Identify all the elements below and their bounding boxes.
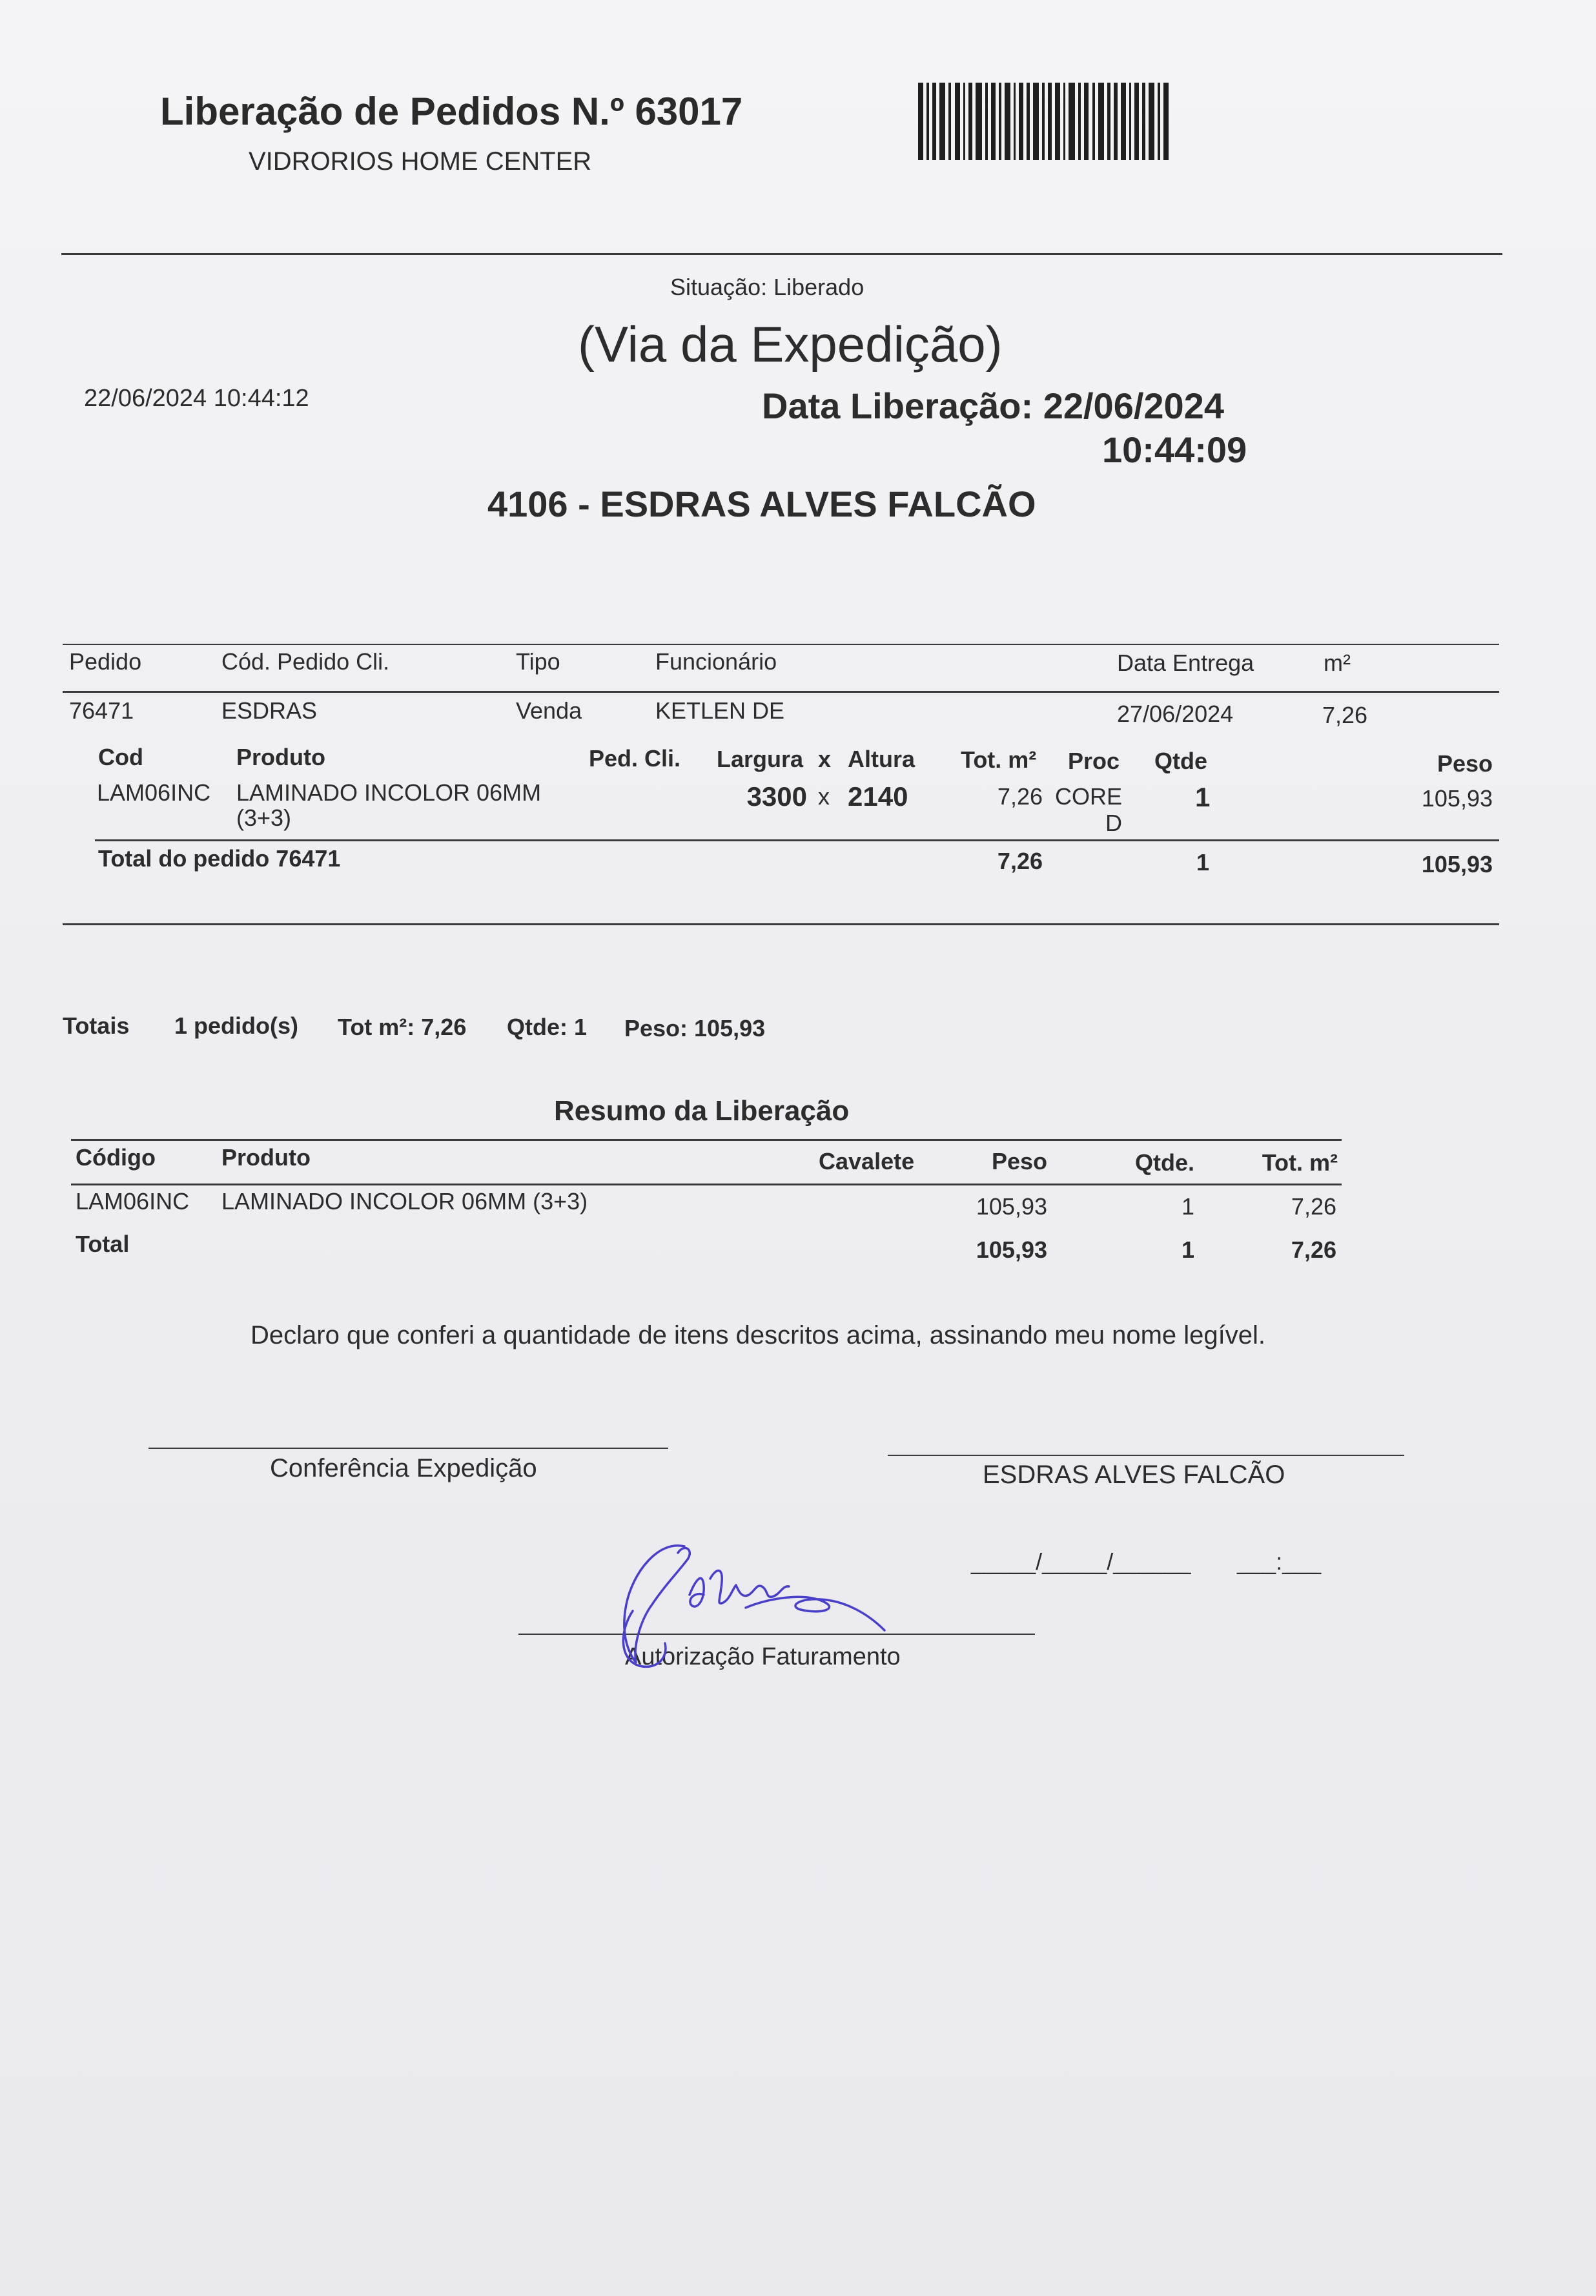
- via-label: (Via da Expedição): [578, 316, 1003, 373]
- barcode: [918, 83, 1170, 160]
- item-tot-m2: 7,26: [997, 783, 1043, 810]
- conferencia-signature-line: [148, 1448, 668, 1449]
- cliente-name: 4106 - ESDRAS ALVES FALCÃO: [487, 484, 1036, 524]
- col-header-funcionario: Funcionário: [655, 648, 777, 675]
- time-blank: ___:___: [1237, 1548, 1322, 1575]
- item-header-proc: Proc: [1068, 748, 1120, 774]
- resumo-total-label: Total: [76, 1231, 130, 1257]
- header-divider: [61, 253, 1502, 255]
- cod-pedido-cli: ESDRAS: [221, 697, 318, 724]
- col-header-data-entrega: Data Entrega: [1117, 650, 1254, 676]
- resumo-codigo: LAM06INC: [76, 1188, 190, 1215]
- resumo-header-tot-m2: Tot. m²: [1262, 1149, 1338, 1176]
- situacao-status: Situação: Liberado: [670, 274, 865, 300]
- totais-peso: Peso: 105,93: [624, 1015, 766, 1041]
- resumo-header-rule: [71, 1184, 1342, 1185]
- declaracao-text: Declaro que conferi a quantidade de itens descritos acima, assinando meu nome legível.: [251, 1321, 1266, 1349]
- item-header-cod: Cod: [98, 744, 143, 770]
- resumo-header-produto: Produto: [221, 1144, 311, 1171]
- resumo-top-rule: [71, 1139, 1342, 1141]
- date-blank: _____/_____/______: [971, 1548, 1191, 1575]
- item-proc-line2: D: [1105, 810, 1122, 836]
- conferencia-label: Conferência Expedição: [270, 1454, 537, 1482]
- totais-pedidos: 1 pedido(s): [174, 1012, 299, 1039]
- item-header-altura: Altura: [848, 746, 916, 772]
- resumo-title: Resumo da Liberação: [554, 1095, 850, 1127]
- item-header-x: x: [818, 746, 832, 772]
- resumo-tot-m2: 7,26: [1291, 1193, 1336, 1220]
- item-produto: LAMINADO INCOLOR 06MM: [236, 779, 542, 806]
- item-cod: LAM06INC: [97, 779, 211, 806]
- pedido-table-top-rule: [63, 644, 1499, 645]
- col-header-m2: m²: [1324, 650, 1351, 676]
- item-peso: 105,93: [1421, 785, 1493, 812]
- m2-value: 7,26: [1322, 702, 1368, 728]
- document-title: Liberação de Pedidos N.º 63017: [160, 90, 743, 133]
- pedido-number: 76471: [69, 697, 134, 724]
- data-liberacao: Data Liberação: 22/06/2024: [762, 385, 1224, 426]
- autorizacao-label: Autorização Faturamento: [625, 1643, 901, 1670]
- totais-tot-m2: Tot m²: 7,26: [338, 1014, 467, 1040]
- resumo-header-codigo: Código: [76, 1144, 156, 1171]
- item-header-qtde: Qtde: [1154, 748, 1208, 774]
- tipo-value: Venda: [516, 697, 582, 724]
- col-header-cod-pedido-cli: Cód. Pedido Cli.: [221, 648, 390, 675]
- item-header-produto: Produto: [236, 744, 325, 770]
- resumo-total-peso: 105,93: [976, 1236, 1047, 1263]
- handwritten-signature: [613, 1533, 891, 1682]
- item-header-largura: Largura: [717, 746, 804, 772]
- item-header-peso: Peso: [1437, 750, 1493, 777]
- cliente-signature-line: [888, 1455, 1404, 1456]
- resumo-header-cavalete: Cavalete: [819, 1148, 915, 1174]
- item-header-tot-m2: Tot. m²: [961, 746, 1037, 773]
- col-header-pedido: Pedido: [69, 648, 142, 675]
- print-timestamp: 22/06/2024 10:44:12: [84, 385, 309, 412]
- item-proc: CORE: [1055, 783, 1123, 810]
- item-header-ped-cli: Ped. Cli.: [589, 745, 681, 772]
- pedido-header-rule: [63, 691, 1499, 693]
- data-entrega-value: 27/06/2024: [1117, 701, 1234, 727]
- item-qtde: 1: [1195, 782, 1211, 812]
- item-largura: 3300: [746, 781, 807, 812]
- funcionario-value: KETLEN DE: [655, 697, 785, 724]
- item-produto-line2: (3+3): [236, 805, 292, 831]
- pedido-total-qtde: 1: [1196, 849, 1210, 876]
- totais-label: Totais: [63, 1012, 130, 1039]
- resumo-total-tot-m2: 7,26: [1291, 1236, 1336, 1263]
- pedido-total-tot-m2: 7,26: [997, 848, 1043, 874]
- col-header-tipo: Tipo: [516, 648, 560, 675]
- data-liberacao-time: 10:44:09: [1102, 429, 1247, 470]
- resumo-header-peso: Peso: [991, 1148, 1047, 1174]
- resumo-produto: LAMINADO INCOLOR 06MM (3+3): [221, 1188, 588, 1215]
- resumo-total-qtde: 1: [1181, 1236, 1194, 1263]
- item-x: x: [818, 783, 830, 810]
- pedido-total-label: Total do pedido 76471: [98, 845, 341, 872]
- items-bottom-rule: [63, 923, 1499, 925]
- resumo-qtde: 1: [1181, 1193, 1194, 1220]
- resumo-peso: 105,93: [976, 1193, 1047, 1220]
- resumo-header-qtde: Qtde.: [1134, 1149, 1194, 1176]
- cliente-signature-name: ESDRAS ALVES FALCÃO: [983, 1461, 1285, 1489]
- item-total-rule: [95, 839, 1499, 841]
- item-altura: 2140: [848, 781, 908, 812]
- totais-qtde: Qtde: 1: [507, 1014, 588, 1040]
- pedido-total-peso: 105,93: [1421, 851, 1493, 877]
- company-name: VIDRORIOS HOME CENTER: [249, 147, 592, 176]
